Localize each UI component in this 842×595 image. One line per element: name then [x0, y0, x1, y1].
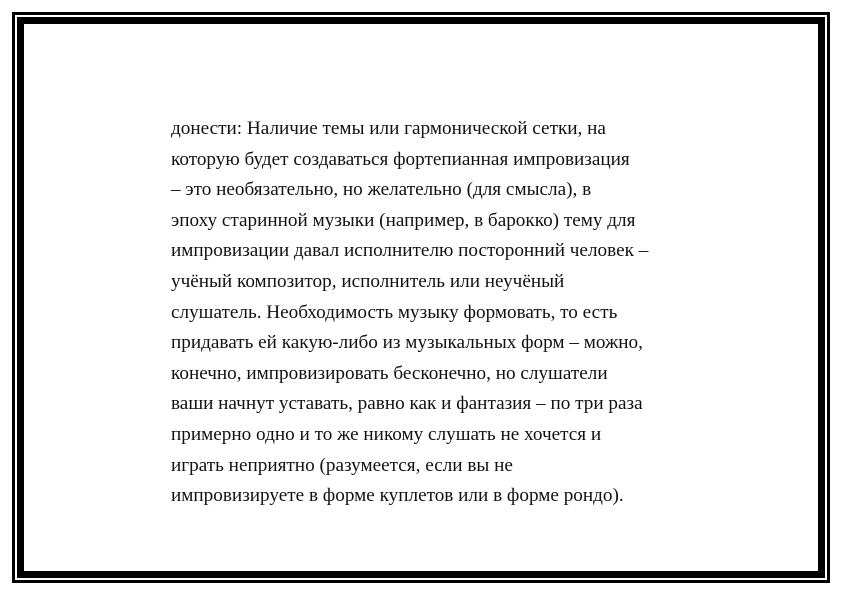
text-line: донести: Наличие темы или гармонической сетки, на — [171, 118, 606, 139]
text-line: слушатель. Необходимость музыку формовать, то есть — [171, 301, 618, 323]
text-line: придавать ей какую-либо из музыкальных форм – можно, — [171, 332, 643, 354]
text-line: импровизируете в форме куплетов или в форме рондо). — [171, 485, 624, 507]
text-line: которую будет создаваться фортепианная импровизация — [171, 148, 630, 170]
text-line: играть неприятно (разумеется, если вы не — [171, 454, 513, 476]
text-line: конечно, импровизировать бесконечно, но слушатели — [171, 362, 608, 384]
text-line: – это необязательно, но желательно (для смысла), в — [171, 179, 592, 201]
slide-body-text — [171, 114, 731, 512]
text-line: примерно одно и то же никому слушать не хочется и — [171, 423, 602, 445]
text-line: импровизации давал исполнителю посторонний человек – — [171, 240, 649, 262]
text-line: учёный композитор, исполнитель или неучёный — [171, 270, 565, 292]
text-line: ваши начнут уставать, равно как и фантазия – по три раза — [171, 393, 643, 415]
text-line: эпоху старинной музыки (например, в барокко) тему для — [171, 209, 636, 231]
